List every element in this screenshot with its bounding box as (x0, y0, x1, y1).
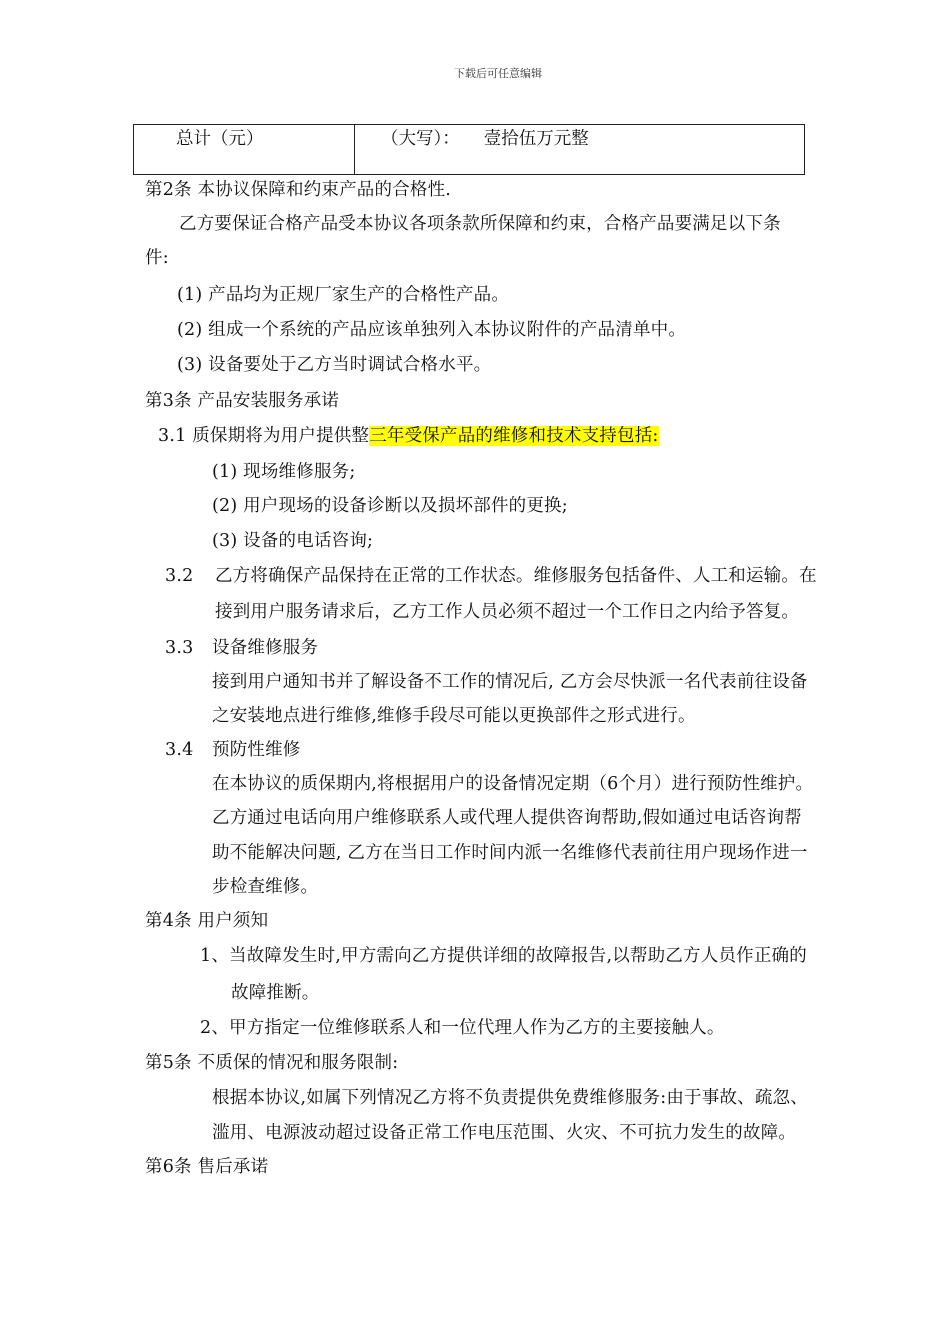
clause-3-2-line-2: 接到用户服务请求后，乙方工作人员必须不超过一个工作日之内给予答复。 (215, 602, 800, 622)
clause-3-3-title: 设备维修服务 (212, 638, 319, 658)
clause-3-4-line-2: 乙方通过电话向用户维修联系人或代理人提供咨询帮助,假如通过电话咨询帮 (212, 808, 802, 828)
article-2-title: 第2条 本协议保障和约束产品的合格性. (145, 180, 452, 200)
article-2-item-3: (3) 设备要处于乙方当时调试合格水平。 (177, 355, 492, 375)
article-4-item-1: 1、当故障发生时,甲方需向乙方提供详细的故障报告,以帮助乙方人员作正确的 (200, 946, 807, 966)
clause-3-2-number: 3.2 (165, 566, 194, 586)
total-table (133, 124, 805, 175)
article-4-title: 第4条 用户须知 (145, 911, 269, 931)
article-5-line-2: 滥用、电源波动超过设备正常工作电压范围、火灾、不可抗力发生的故障。 (212, 1123, 797, 1143)
clause-3-1-item-1: (1) 现场维修服务; (212, 462, 356, 482)
clause-3-1-text: 3.1 质保期将为用户提供整 (158, 426, 370, 446)
clause-3-4-title: 预防性维修 (212, 740, 301, 760)
article-2-item-1: (1) 产品均为正规厂家生产的合格性产品。 (177, 285, 510, 305)
clause-3-4-number: 3.4 (165, 740, 194, 760)
article-2-paragraph: 乙方要保证合格产品受本协议各项条款所保障和约束，合格产品要满足以下条 (179, 214, 781, 234)
clause-3-4-line-1: 在本协议的质保期内,将根据用户的设备情况定期（6个月）进行预防性维护。 (212, 774, 814, 794)
article-4-item-1-cont: 故障推断。 (231, 983, 320, 1003)
highlighted-text: 三年受保产品的维修和技术支持包括: (369, 426, 659, 446)
clause-3-4-line-3: 助不能解决问题, 乙方在当日工作时间内派一名维修代表前往用户现场作进一 (212, 843, 808, 863)
clause-3-1-item-2: (2) 用户现场的设备诊断以及损坏部件的更换; (212, 496, 568, 516)
clause-3-1-item-3: (3) 设备的电话咨询; (212, 531, 374, 551)
page-header: 下载后可任意编辑 (454, 67, 542, 80)
article-6-title: 第6条 售后承诺 (145, 1157, 269, 1177)
article-5-title: 第5条 不质保的情况和服务限制: (145, 1053, 399, 1073)
clause-3-1 (158, 424, 659, 448)
article-2-item-2: (2) 组成一个系统的产品应该单独列入本协议附件的产品清单中。 (177, 320, 687, 340)
clause-3-2-line-1: 乙方将确保产品保持在正常的工作状态。维修服务包括备件、人工和运输。在 (215, 566, 817, 586)
clause-3-3-number: 3.3 (165, 638, 194, 658)
clause-3-3-line-1: 接到用户通知书并了解设备不工作的情况后, 乙方会尽快派一名代表前往设备 (212, 672, 808, 692)
clause-3-4-line-4: 步检查维修。 (212, 877, 319, 897)
article-4-item-2: 2、甲方指定一位维修联系人和一位代理人作为乙方的主要接触人。 (200, 1018, 725, 1038)
article-2-paragraph-cont: 件: (145, 248, 169, 268)
total-amount-cell (355, 125, 805, 175)
total-label-cell (134, 125, 355, 175)
clause-3-3-line-2: 之安装地点进行维修,维修手段尽可能以更换部件之形式进行。 (212, 706, 696, 726)
total-label: 总计（元） (176, 129, 264, 149)
article-3-title: 第3条 产品安装服务承诺 (145, 391, 340, 411)
amount-value: 壹拾伍万元整 (483, 129, 589, 149)
article-5-line-1: 根据本协议,如属下列情况乙方将不负责提供免费维修服务:由于事故、疏忽、 (212, 1088, 808, 1108)
amount-label: （大写）： (381, 129, 460, 149)
